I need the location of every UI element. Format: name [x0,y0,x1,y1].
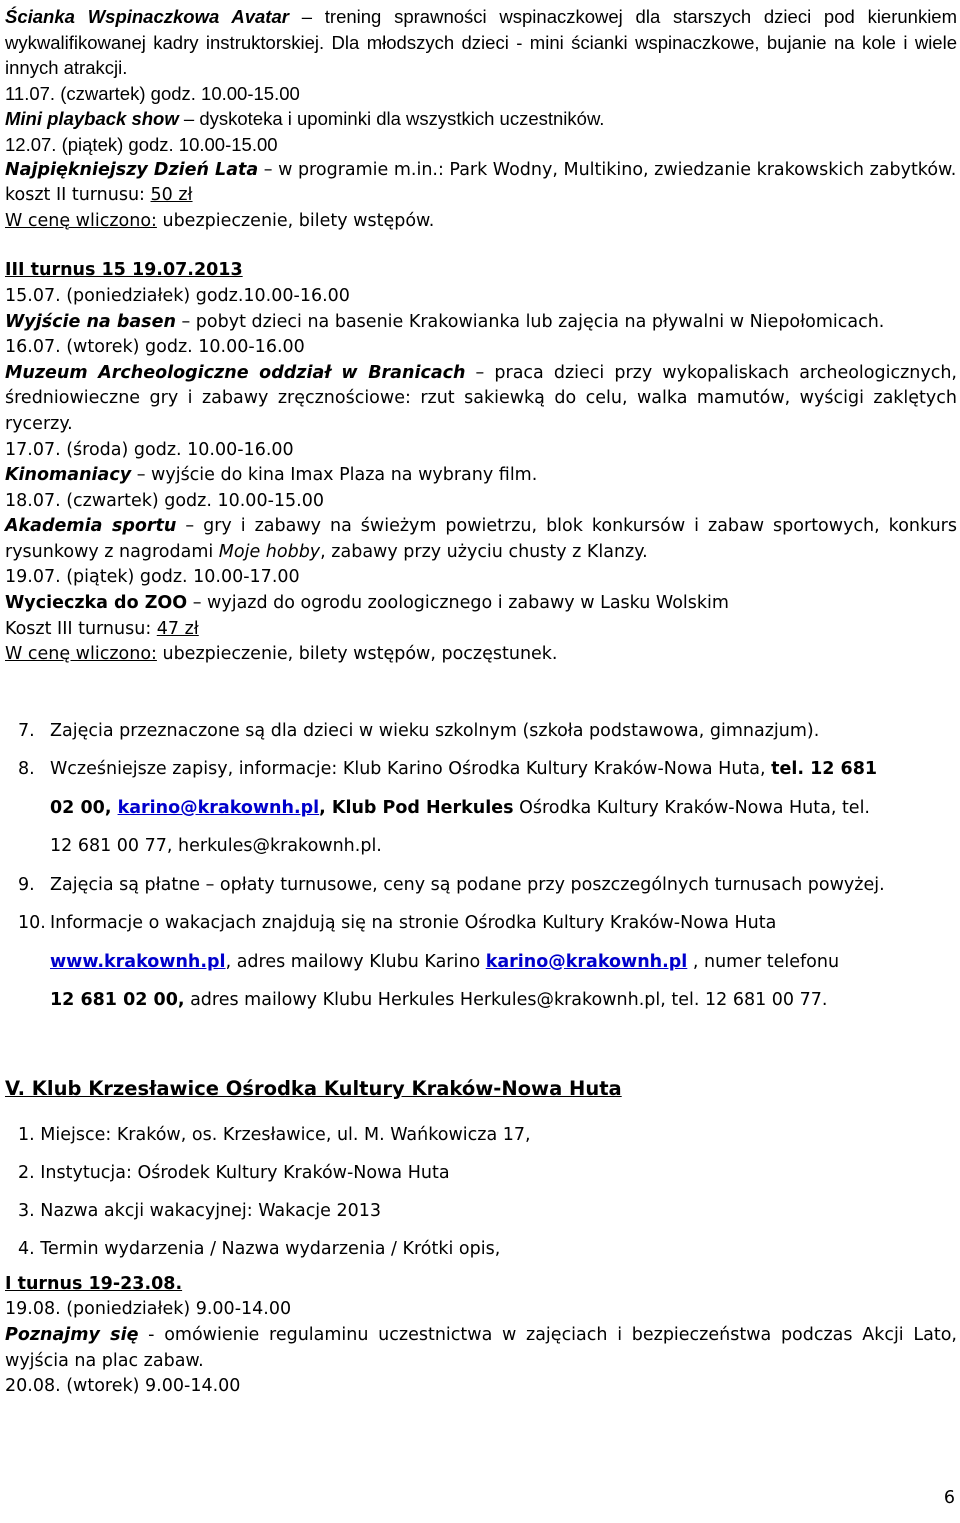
date-line: 20.08. (wtorek) 9.00-14.00 [5,1376,241,1397]
event-text: - omówienie regulaminu uczestnictwa w zajęciach i bezpieczeństwa podczas Akcji Lato, wyjścia na plac zabaw. [5,1325,957,1371]
date-line: 16.07. (wtorek) godz. 10.00-16.00 [5,337,305,358]
date-line: 11.07. (czwartek) godz. 10.00-15.00 [5,82,300,104]
info-item-9: 9. Zajęcia są płatne – opłaty turnusowe, ceny są podane przy poszczególnych turnusach powyżej. [18,874,885,895]
dash: – [301,6,325,27]
event-text-italic: Moje hobby [218,541,321,562]
event-line: Wyjście na basen – pobyt dzieci na basenie Krakowianka lub zajęcia na pływalni w Niepołomicach. [5,311,885,332]
info-item-7: 7. Zajęcia przeznaczone są dla dzieci w wieku szkolnym (szkoła podstawowa, gimnazjum). [18,720,820,741]
intro-text: trening sprawności wspinaczkowej dla starszych dzieci pod kierunkiem wykwalifikowanej kadry instruktorskiej. Dla młodszych dzieci - mini ścianki wspinaczkowe, bujanie na kole i wiele innych atrakcji. [5,6,958,79]
event-title: Muzeum Archeologiczne oddział w Branicach [5,362,466,383]
website-link[interactable]: www.krakownh.pl [50,951,226,972]
event-line: Muzeum Archeologiczne oddział w Branicach – praca dzieci przy wykopaliskach archeologicznych, średniowieczne gry i zabawy zręcznościowe: rzut sakiewką do celu, walka mamutów, wyścigi zaklętych rycerzy. [5,362,957,434]
cost-value: 47 zł [156,618,199,639]
cost-line [5,617,957,643]
event-title: Poznajmy się [5,1325,139,1346]
intro-title: Ścianka Wspinaczkowa Avatar [5,6,289,27]
date-line: 17.07. (środa) godz. 10.00-16.00 [5,439,294,460]
included-label: W cenę wliczono: [5,644,157,665]
event-text: w programie m.in.: Park Wodny, Multikino, zwiedzanie krakowskich zabytków. [278,159,957,180]
date-line: 19.08. (poniedziałek) 9.00-14.00 [5,1299,292,1320]
section-item: 3. Nazwa akcji wakacyjnej: Wakacje 2013 [18,1200,382,1221]
included-line [5,209,957,235]
event-text: wyjście do kina Imax Plaza na wybrany film. [151,465,538,486]
event-text: , zabawy przy użyciu chusty z Klanzy. [320,541,648,562]
event-title: Wyjście na basen [5,311,176,332]
info-item-10-cont: www.krakownh.pl, adres mailowy Klubu Karino karino@krakownh.pl , numer telefonu [50,951,840,972]
event-line: Najpiękniejszy Dzień Lata – w programie m.in.: Park Wodny, Multikino, zwiedzanie krakowskich zabytków. [5,159,957,180]
date-line: 19.07. (piątek) godz. 10.00-17.00 [5,567,300,588]
section-item: 4. Termin wydarzenia / Nazwa wydarzenia / Krótki opis, [18,1238,501,1259]
email-link[interactable]: karino@krakownh.pl [117,797,320,818]
included-line [5,642,957,668]
section-item: 1. Miejsce: Kraków, os. Krzesławice, ul. M. Wańkowicza 17, [18,1124,531,1145]
turn-heading: III turnus 15 19.07.2013 [5,260,243,281]
included-text: ubezpieczenie, bilety wstępów. [156,210,435,231]
cost-line [5,183,957,209]
cost-label: koszt II turnusu: [5,185,151,206]
event-line: Kinomaniacy – wyjście do kina Imax Plaza na wybrany film. [5,465,538,486]
event-text: praca dzieci przy wykopaliskach archeologicznych, średniowieczne gry i zabawy zręcznościowe: rzut sakiewką do celu, walka mamutów, wyścigi zaklętych rycerzy. [5,362,957,434]
info-item-10: 10. Informacje o wakacjach znajdują się na stronie Ośrodka Kultury Kraków-Nowa Huta [18,913,777,934]
spacer [5,1104,957,1116]
cost-value: 50 zł [150,185,193,206]
cost-label: Koszt III turnusu: [5,618,157,639]
event-title: Kinomaniacy [5,465,132,486]
info-item-8-cont: 12 681 00 77, herkules@krakownh.pl. [50,836,382,857]
included-label: W cenę wliczono: [5,210,157,231]
event-text: gry i zabawy na świeżym powietrzu, blok konkursów i zabaw sportowych, konkurs rysunkowy z nagrodami [5,516,957,562]
info-item-8: 8. Wcześniejsze zapisy, informacje: Klub Karino Ośrodka Kultury Kraków-Nowa Huta, tel. 12 681 [18,759,878,780]
event-line [5,1323,957,1374]
email-link[interactable]: karino@krakownh.pl [485,951,688,972]
section-title: V. Klub Krzesławice Ośrodka Kultury Kraków-Nowa Huta [5,1076,622,1100]
event-text: wyjazd do ogrodu zoologicznego i zabawy w Lasku Wolskim [207,593,729,614]
date-line: 18.07. (czwartek) godz. 10.00-15.00 [5,490,324,511]
info-item-10-cont: 12 681 02 00, adres mailowy Klubu Herkules Herkules@krakownh.pl, tel. 12 681 00 77. [50,990,828,1011]
event-text: dyskoteka i upominki dla wszystkich uczestników. [199,108,605,130]
event-title: Mini playback show [5,108,179,130]
page-number: 6 [943,1488,955,1508]
date-line: 12.07. (piątek) godz. 10.00-15.00 [5,133,278,155]
event-title: Wycieczka do ZOO [5,593,188,614]
spacer [5,1020,957,1072]
intro-paragraph [5,4,957,81]
document-page [5,4,957,1400]
event-line: Wycieczka do ZOO – wyjazd do ogrodu zoologicznego i zabawy w Lasku Wolskim [5,593,729,614]
event-title: Najpiękniejszy Dzień Lata [5,159,259,180]
event-line: Mini playback show – dyskoteka i upominki dla wszystkich uczestników. [5,108,605,130]
section-item: 2. Instytucja: Ośrodek Kultury Kraków-Nowa Huta [18,1162,450,1183]
event-text: pobyt dzieci na basenie Krakowianka lub zajęcia na pływalni w Niepołomicach. [195,311,885,332]
event-line: Akademia sportu – gry i zabawy na świeżym powietrzu, blok konkursów i zabaw sportowych, konkurs rysunkowy z nagrodami Moje hobby, zabawy przy użyciu chusty z Klanzy. [5,516,957,562]
event-title: Akademia sportu [5,516,177,537]
date-line: 15.07. (poniedziałek) godz.10.00-16.00 [5,285,350,306]
info-item-8-cont: 02 00, karino@krakownh.pl, Klub Pod Herkules Ośrodka Kultury Kraków-Nowa Huta, tel. [50,797,870,818]
spacer [5,234,957,258]
turn-heading: I turnus 19-23.08. [5,1273,183,1294]
included-text: ubezpieczenie, bilety wstępów, poczęstunek. [156,644,558,665]
spacer [5,668,957,712]
